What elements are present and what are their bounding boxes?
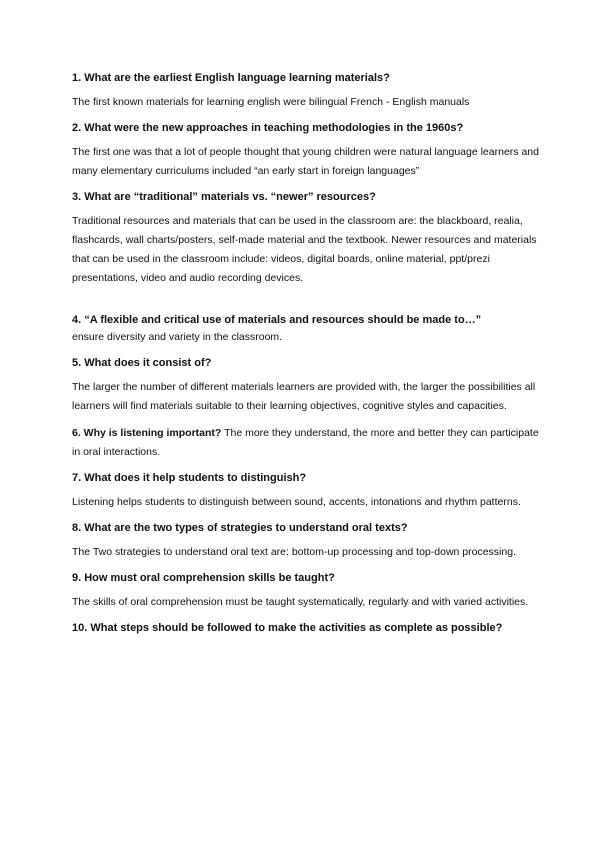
- question-3: 3. What are “traditional” materials vs. “newer” resources?: [72, 191, 376, 203]
- answer-8: The Two strategies to understand oral text are: bottom-up processing and top-down processing.: [72, 546, 516, 558]
- answer-1: The first known materials for learning english were bilingual French - English manuals: [72, 96, 470, 108]
- answer-7: Listening helps students to distinguish between sound, accents, intonations and rhythm patterns.: [72, 496, 521, 508]
- question-7: 7. What does it help students to distinguish?: [72, 472, 307, 484]
- answer-2: The first one was that a lot of people thought that young children were natural language learners and many elementary curriculums included “an early start in foreign languages”: [72, 146, 539, 177]
- question-6: 6. Why is listening important?: [72, 427, 222, 439]
- answer-5: The larger the number of different materials learners are provided with, the larger the possibilities all learners will find materials suitable to their learning objectives, cognitive styles and capacities.: [72, 381, 536, 412]
- question-9: 9. How must oral comprehension skills be taught?: [72, 572, 335, 584]
- question-4: 4. “A flexible and critical use of materials and resources should be made to…”: [72, 314, 482, 326]
- answer-3: Traditional resources and materials that can be used in the classroom are: the blackboard, realia, flashcards, wall charts/posters, self-made material and the textbook. Newer resources and materials that can be used in the classroom include: videos, digital boards, online material, ppt/prezi presentations, video and audio recording devices.: [72, 215, 537, 284]
- question-10: 10. What steps should be followed to make the activities as complete as possible?: [72, 622, 503, 634]
- document-page: [72, 70, 542, 636]
- question-8: 8. What are the two types of strategies to understand oral texts?: [72, 522, 408, 534]
- answer-6: The more they understand, the more and better they can participate in oral interactions.: [72, 427, 539, 458]
- question-1: 1. What are the earliest English language learning materials?: [72, 72, 390, 84]
- answer-4: ensure diversity and variety in the classroom.: [72, 331, 283, 343]
- question-2: 2. What were the new approaches in teaching methodologies in the 1960s?: [72, 122, 464, 134]
- question-5: 5. What does it consist of?: [72, 357, 212, 369]
- answer-9: The skills of oral comprehension must be taught systematically, regularly and with varied activities.: [72, 596, 529, 608]
- question-6-paragraph: [72, 424, 542, 462]
